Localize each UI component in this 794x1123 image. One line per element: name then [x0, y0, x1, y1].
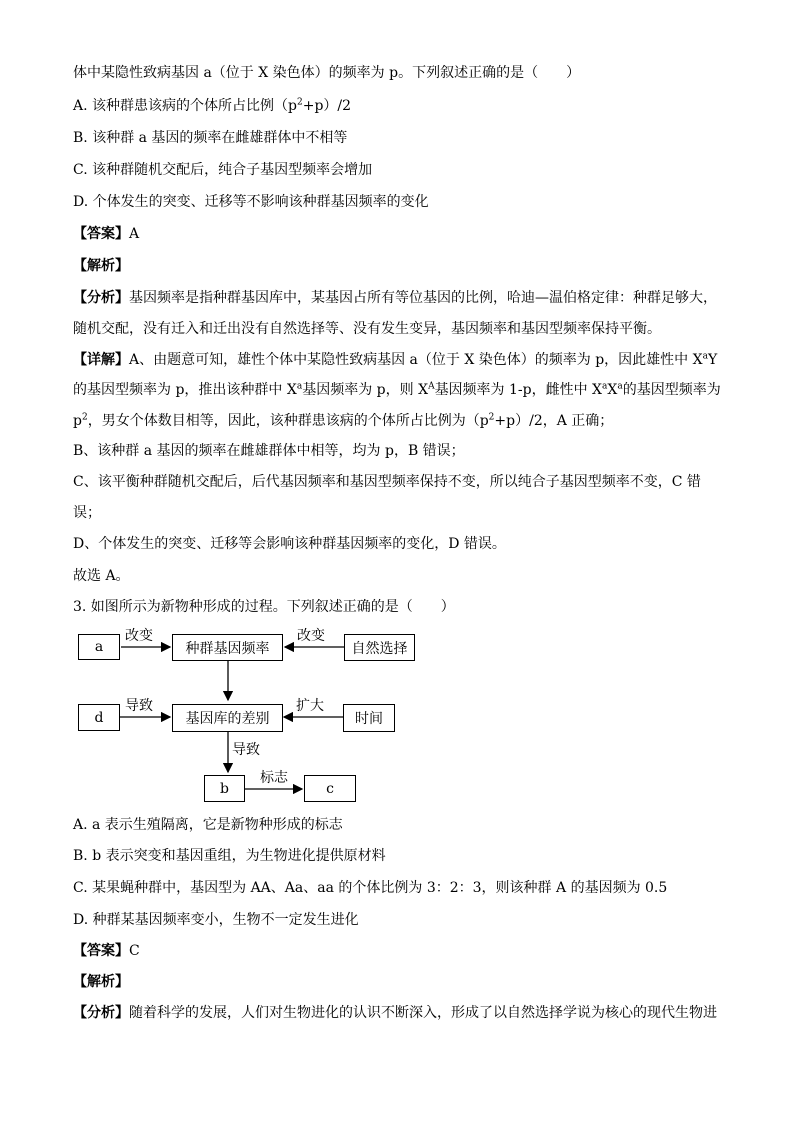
q2-detail-c-2: 误； — [73, 505, 101, 521]
label-cause-left: 导致 — [125, 698, 153, 714]
q2-fenxi-line-2: 随机交配，没有迁入和迁出没有自然选择等、没有发生变异，基因频率和基因型频率保持平衡。 — [73, 321, 661, 337]
label-change-left: 改变 — [125, 628, 153, 644]
answer-tag: 【答案】 — [73, 943, 129, 959]
q2-option-d[interactable]: D. 个体发生的突变、迁移等不影响该种群基因频率的变化 — [73, 194, 429, 210]
q2-conclusion: 故选 A。 — [73, 568, 130, 584]
q2-fenxi-line-1: 【分析】基因频率是指种群基因库中，某基因占所有等位基因的比例，哈迪—温伯格定律：种群足够大， — [73, 290, 717, 306]
q2-detail-line-3: $p^2$，男女个体数目相等，因此，该种群患该病的个体所占比例为$(p^2+p)/2$，A 正确； — [73, 412, 614, 429]
box-pool-frequency: 种群基因频率 — [172, 634, 283, 661]
box-a: a — [78, 634, 120, 660]
q2-detail-line-2: 的基因型频率为 p，推出该种群中 $X^a$基因频率为 p，则 $X^A$基因频率为 1-p，雌性中 $X^aX^a$的基因型频率为 — [73, 381, 721, 398]
q2-detail-c-1: C、该平衡种群随机交配后，后代基因频率和基因型频率保持不变，所以纯合子基因型频率不变，C 错 — [73, 474, 701, 490]
q2-option-a-text: A. 该种群患该病的个体所占比例（p — [73, 98, 297, 114]
q2-option-c[interactable]: C. 该种群随机交配后，纯合子基因型频率会增加 — [73, 162, 373, 178]
fenxi-tag: 【分析】 — [73, 1005, 129, 1021]
box-c: c — [304, 775, 356, 802]
label-change-right: 改变 — [297, 628, 325, 644]
q3-option-b[interactable]: B. b 表示突变和基因重组，为生物进化提供原材料 — [73, 848, 386, 864]
q3-option-a[interactable]: A. a 表示生殖隔离，它是新物种形成的标志 — [73, 817, 343, 833]
answer-tag: 【答案】 — [73, 226, 129, 242]
q2-analysis-tag: 【解析】 — [73, 258, 129, 274]
q3-fenxi-line-1: 【分析】随着科学的发展，人们对生物进化的认识不断深入，形成了以自然选择学说为核心的现代生物进 — [73, 1005, 717, 1021]
q2-detail-b: B、该种群 a 基因的频率在雌雄群体中相等，均为 p，B 错误； — [73, 443, 465, 459]
answer-value: C — [129, 943, 140, 959]
box-natural-selection: 自然选择 — [344, 634, 415, 661]
q3-stem: 3. 如图所示为新物种形成的过程。下列叙述正确的是（ ） — [73, 599, 455, 615]
label-mark: 标志 — [260, 770, 288, 786]
box-b: b — [204, 775, 245, 802]
q2-stem: 体中某隐性致病基因 a（位于 X 染色体）的频率为 p。下列叙述正确的是（ ） — [73, 65, 581, 81]
q3-option-c[interactable]: C. 某果蝇种群中，基因型为 AA、Aa、aa 的个体比例为 3：2：3，则该种群 A 的基因频为 0.5 — [73, 880, 668, 896]
box-pool-difference: 基因库的差别 — [172, 704, 283, 732]
q2-option-a[interactable]: A. 该种群患该病的个体所占比例$(p^2+p)/2$ — [73, 97, 352, 114]
q2-detail-line-1: 【详解】A、由题意可知，雄性个体中某隐性致病基因 a（位于 X 染色体）的频率为 p，因此雄性中 $X^aY$ — [73, 351, 718, 368]
box-time: 时间 — [343, 704, 395, 732]
q3-option-d[interactable]: D. 种群某基因频率变小，生物不一定发生进化 — [73, 912, 359, 928]
detail-tag: 【详解】 — [73, 352, 129, 368]
fenxi-tag: 【分析】 — [73, 290, 129, 306]
q2-detail-d: D、个体发生的突变、迁移等会影响该种群基因频率的变化，D 错误。 — [73, 536, 506, 552]
q3-answer — [73, 941, 140, 961]
answer-value: A — [129, 226, 140, 242]
label-cause-down: 导致 — [232, 742, 260, 758]
box-d: d — [78, 704, 120, 731]
q3-analysis-tag: 【解析】 — [73, 974, 129, 990]
q2-option-b[interactable]: B. 该种群 a 基因的频率在雌雄群体中不相等 — [73, 130, 348, 146]
label-expand: 扩大 — [296, 698, 324, 714]
